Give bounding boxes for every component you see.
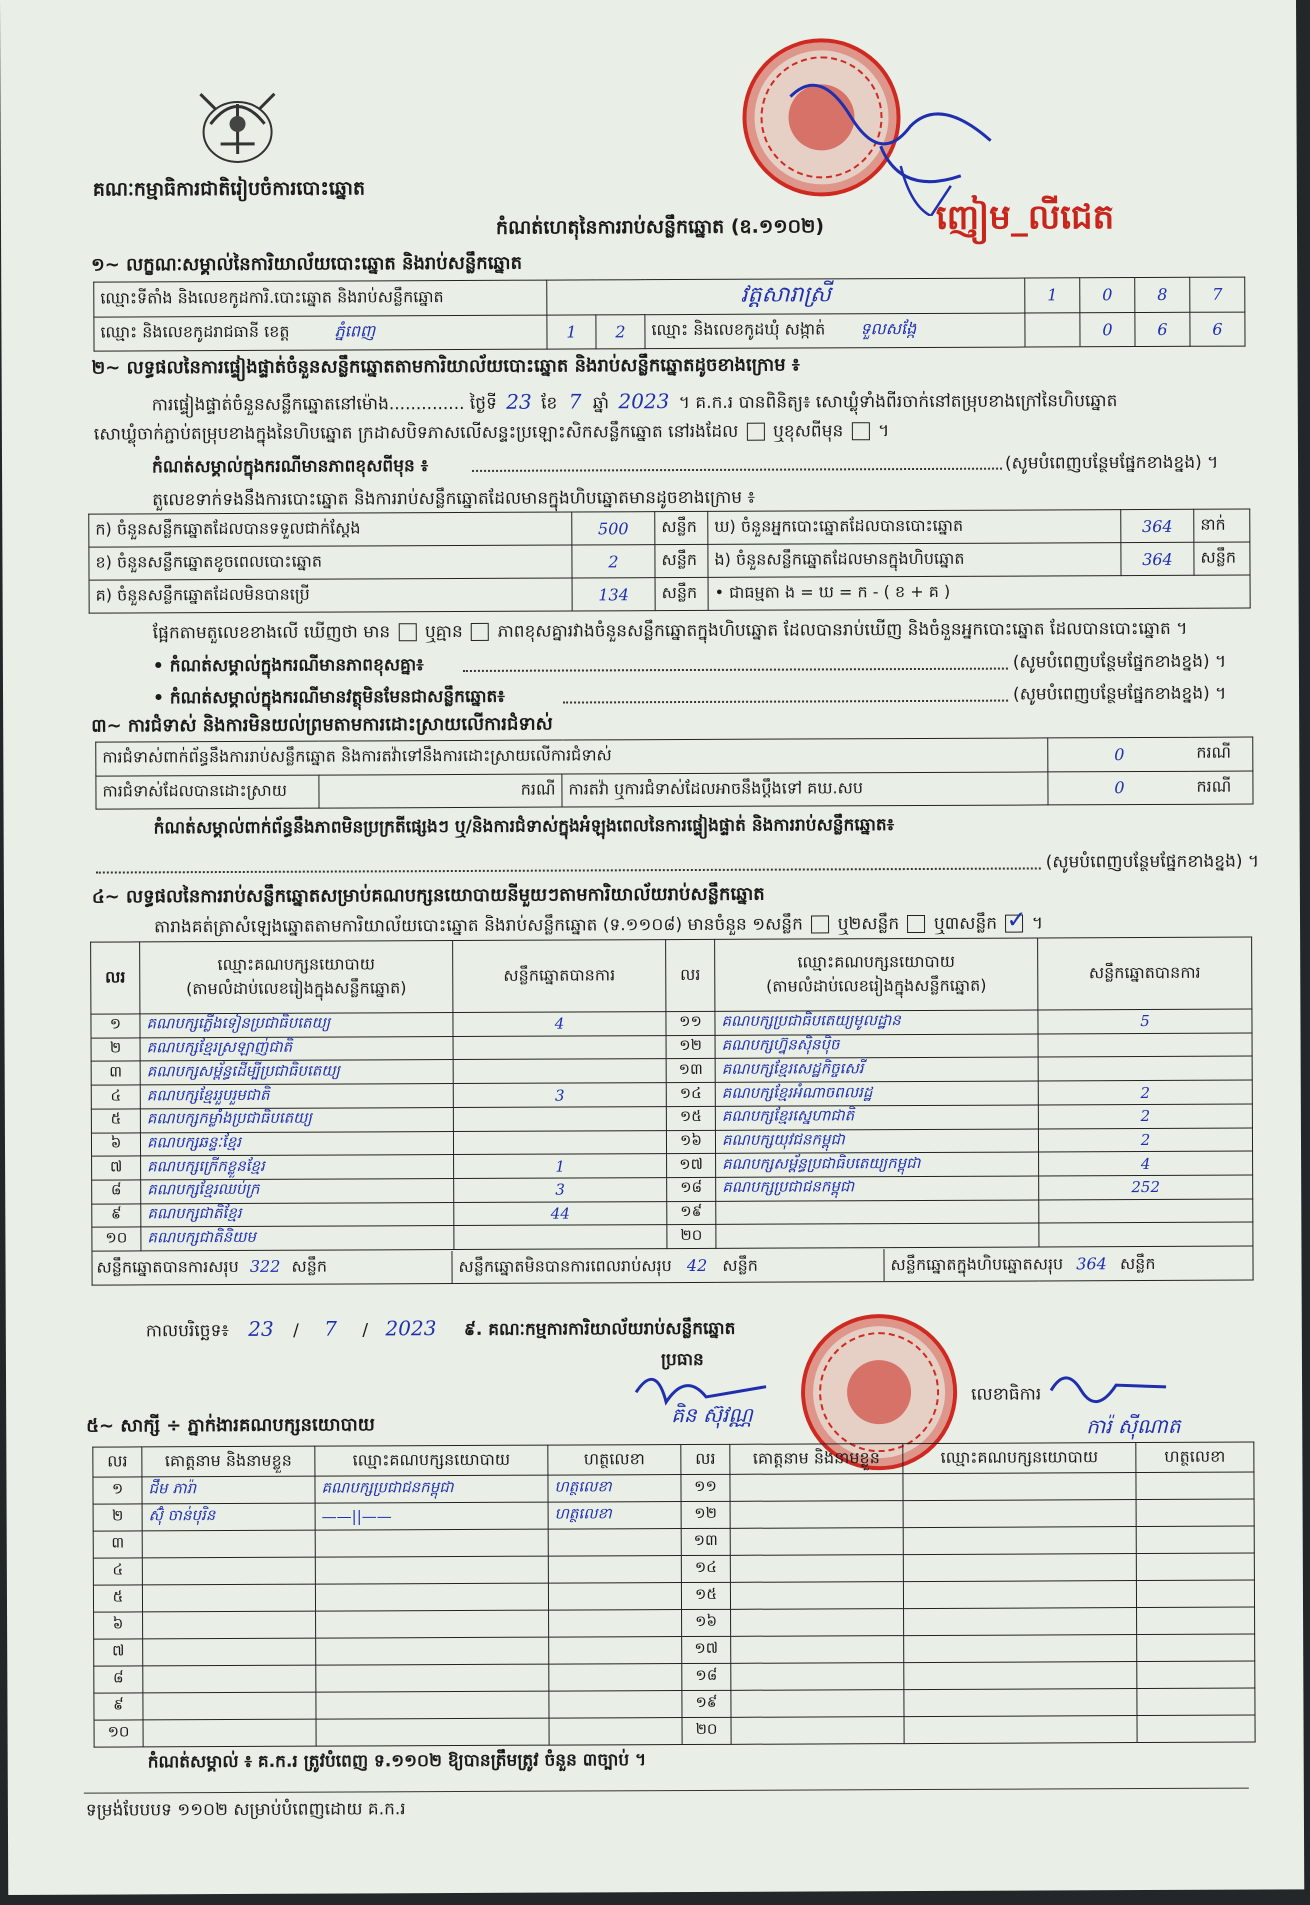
section4-heading: ៤~ លទ្ធផលនៃការរាប់សន្លឹកឆ្នោតសម្រាប់គណបក្សនយោបាយនីមួយៗតាមការិយាល័យរាប់សន្លឹកឆ្នោត	[91, 883, 765, 908]
witness-name-left: ស៊ុំ ចាន់បុរិន	[142, 1503, 315, 1531]
results-no-left: ៦	[91, 1132, 140, 1156]
witness-sign-left	[548, 1556, 681, 1584]
witness-no-right: ១២	[681, 1501, 730, 1528]
total-invalid-value: 42	[686, 1255, 708, 1275]
verification-text-b: ។ គ.ក.រ បានពិនិត្យ៖ សោឃ្លុំទាំងពីរចាក់នៅតម្រុបខាងក្រៅនៃហិបឆ្នោត	[678, 391, 1118, 414]
witness-no-right: ១១	[681, 1474, 730, 1501]
results-votes-left	[453, 1059, 666, 1084]
witness-col-no-left: លរ	[93, 1447, 142, 1477]
difference-note-line	[472, 468, 1002, 472]
results-votes-right	[1039, 1222, 1253, 1247]
witness-col-sign-right: ហត្ថលេខា	[1136, 1442, 1254, 1473]
witness-col-party-right: ឈ្មោះគណបក្សនយោបាយ	[903, 1443, 1136, 1474]
total-box-unit: សន្លឹក	[1119, 1253, 1156, 1273]
results-votes-right	[1038, 1033, 1252, 1058]
witness-sign-right[interactable]	[1136, 1553, 1254, 1581]
witness-name-right[interactable]	[730, 1501, 903, 1529]
verification-text: ការផ្ទៀងផ្ទាត់ចំនួនសន្លឹកឆ្នោតនៅម៉ោង.............. ថ្ងៃទី	[151, 393, 497, 416]
witness-sign-left: ហត្ថលេខា	[548, 1475, 681, 1503]
witness-name-right[interactable]	[731, 1636, 904, 1664]
results-party-left: គណបក្សខ្មែរស្រឡាញ់ជាតិ	[140, 1036, 453, 1061]
results-party-right: គណបក្សប្រជាជនកម្ពុជា	[716, 1176, 1039, 1201]
office-code-3: 8	[1135, 277, 1190, 312]
witness-sign-right[interactable]	[1137, 1715, 1255, 1743]
results-no-left: ៩	[92, 1203, 141, 1227]
total-valid-value: 322	[249, 1256, 281, 1276]
party-results-table	[90, 937, 1253, 1286]
form-title: កំណត់ហេតុនៃការរាប់សន្លឹកឆ្នោត (ឧ.១១០២)	[495, 215, 825, 239]
objection-row1-value: 0	[1048, 737, 1191, 771]
results-no-right: ១១	[666, 1011, 715, 1035]
results-party-left: គណបក្សក្រើកខ្លួនខ្មែរ	[141, 1155, 454, 1180]
count-b-unit: សន្លឹក	[655, 544, 708, 577]
results-no-left: ១០	[92, 1227, 141, 1251]
tally-intro-b: ឬ២សន្លឹក	[837, 914, 900, 935]
section1-heading: ១~ លក្ខណៈសម្គាល់នៃការិយាល័យបោះឆ្នោត និងរាប់សន្លឹកឆ្នោត	[91, 252, 523, 276]
witness-no-right: ១៦	[682, 1609, 731, 1636]
results-party-right	[716, 1200, 1039, 1225]
results-no-right: ១៨	[667, 1177, 716, 1201]
witness-party-left	[316, 1718, 549, 1746]
results-no-right: ១៤	[666, 1083, 715, 1107]
witness-party-right[interactable]	[904, 1689, 1137, 1717]
difference-note-tail: (សូមបំពេញបន្ថែមផ្នែកខាងខ្នង) ។	[1004, 452, 1219, 474]
tally-intro: តារាងគត់ត្រាសំឡេងឆ្នោតតាមការិយាល័យបោះឆ្នោត និងរាប់សន្លឹកឆ្នោត (ទ.១១០៨) មានចំនួន ១សន្លឹក	[154, 914, 803, 938]
count-b-label: ខ) ចំនួនសន្លឹកឆ្នោតខូចពេលបោះឆ្នោត	[89, 545, 572, 580]
witness-col-name-right: គោត្តនាម និងនាមខ្លួន	[730, 1444, 903, 1475]
count-e-unit: សន្លឹក	[1194, 542, 1250, 575]
province-value: ភ្នំពេញ	[334, 321, 376, 341]
total-valid-unit: សន្លឹក	[291, 1256, 328, 1276]
results-col-no-right: លរ	[666, 939, 715, 1011]
witness-sign-right[interactable]	[1136, 1580, 1254, 1608]
two-sheet-checkbox[interactable]	[907, 915, 925, 933]
witness-sign-left	[549, 1718, 682, 1746]
witness-party-right[interactable]	[903, 1581, 1136, 1609]
bullet-difference-line	[463, 668, 1008, 672]
results-votes-left: 3	[454, 1178, 667, 1203]
witness-name-left	[142, 1557, 315, 1585]
objections-table	[95, 737, 1253, 810]
results-no-right: ១៩	[667, 1201, 716, 1225]
witness-no-left: ៦	[94, 1612, 143, 1639]
counting-committee: ៩. គណៈកម្មការការិយាល័យរាប់សន្លឹកឆ្នោត	[463, 1318, 736, 1340]
witness-party-right[interactable]	[903, 1473, 1136, 1501]
witness-no-right: ១៥	[681, 1582, 730, 1609]
results-party-right: គណបក្សខ្មែរស្នេហាជាតិ	[715, 1105, 1038, 1130]
witness-name-right[interactable]	[730, 1528, 903, 1556]
total-valid-label: សន្លឹកឆ្នោតបានការសរុប	[96, 1256, 239, 1277]
witness-name-left	[143, 1611, 316, 1639]
results-party-left: គណបក្សសម្ព័ន្ធដើម្បីប្រជាធិបតេយ្យ	[140, 1060, 453, 1085]
objection-row2-value: 0	[1048, 771, 1191, 805]
results-no-right: ១៣	[666, 1059, 715, 1083]
tally-sheet-line: តារាងគត់ត្រាសំឡេងឆ្នោតតាមការិយាល័យបោះឆ្នោត និងរាប់សន្លឹកឆ្នោត (ទ.១១០៨) មានចំនួន ១សន្លឹក ឬ២សន្លឹក ឬ៣សន្លឹក ✓ ។	[154, 905, 1044, 938]
irregularity-line	[96, 867, 1041, 873]
witness-name-left	[142, 1530, 315, 1558]
chair-label: ប្រធាន	[660, 1349, 704, 1371]
witness-no-left: ៥	[93, 1585, 142, 1612]
witness-col-name-left: គោត្តនាម និងនាមខ្លួន	[142, 1446, 315, 1477]
office-label: ឈ្មោះទីតាំង និងលេខកូដការិ.បោះឆ្នោត និងរាប់សន្លឹកឆ្នោត	[94, 280, 547, 316]
witness-party-left	[315, 1583, 548, 1611]
checkmark-icon: ✓	[1006, 905, 1027, 934]
witness-name-left: ជឹម ភារ៉ា	[142, 1476, 315, 1504]
witness-no-left: ២	[93, 1504, 142, 1531]
results-party-left: គណបក្សភ្លើងទៀនប្រជាធិបតេយ្យ	[140, 1013, 453, 1038]
witness-party-right[interactable]	[903, 1527, 1136, 1555]
results-col-votes-left: សន្លឹកឆ្នោតបានការ	[453, 940, 666, 1013]
witness-sign-right[interactable]	[1137, 1661, 1255, 1689]
month-label: ខែ	[541, 393, 558, 414]
witness-col-sign-left: ហត្ថលេខា	[548, 1445, 681, 1476]
committee-name: គណៈកម្មាធិការជាតិរៀបចំការបោះឆ្នោត	[92, 177, 366, 201]
results-votes-left: 44	[454, 1201, 667, 1226]
count-d-label: ឃ) ចំនួនអ្នកបោះឆ្នោតដែលបានបោះឆ្នោត	[708, 510, 1121, 545]
witness-no-left: ១	[93, 1477, 142, 1504]
office-code-2: 0	[1080, 278, 1135, 313]
witness-name-right[interactable]	[730, 1555, 903, 1583]
witness-sign-left	[549, 1691, 682, 1719]
results-party-right: គណបក្សប្រជាធិបតេយ្យមូលដ្ឋាន	[715, 1010, 1038, 1035]
witness-no-right: ១៤	[681, 1555, 730, 1582]
results-votes-left	[453, 1035, 666, 1060]
date-label: កាលបរិច្ឆេទ៖	[145, 1321, 229, 1342]
objection-row1-unit: ករណី	[1190, 737, 1253, 771]
results-party-right: គណបក្សសម្ព័ន្ធប្រជាធិបតេយ្យកម្ពុជា	[716, 1152, 1039, 1177]
witness-party-right[interactable]	[903, 1554, 1136, 1582]
witness-name-left	[142, 1584, 315, 1612]
witness-no-left: ៣	[93, 1531, 142, 1558]
count-d-value: 364	[1121, 509, 1194, 542]
results-votes-right: 2	[1038, 1104, 1252, 1129]
results-col-party-right: ឈ្មោះគណបក្សនយោបាយ	[797, 951, 955, 972]
bullet-difference: • កំណត់សម្គាល់ក្នុងករណីមានភាពខុសគ្នា៖	[152, 655, 424, 677]
has-difference-checkbox[interactable]	[399, 623, 417, 641]
commune-code-2: 6	[1135, 312, 1190, 347]
results-col-party-sub-left: (តាមលំដាប់លេខរៀងក្នុងសន្លឹកឆ្នោត)	[186, 977, 407, 998]
results-no-left: ២	[91, 1038, 140, 1062]
secretary-signature-icon	[1046, 1365, 1176, 1406]
seal-text-b: ឬខុសពីមុន	[773, 421, 844, 442]
witness-name-right[interactable]	[731, 1663, 904, 1691]
results-votes-right: 2	[1038, 1128, 1252, 1153]
witness-sign-left: ហត្ថលេខា	[548, 1502, 681, 1530]
count-c-value: 134	[572, 578, 655, 611]
results-no-left: ៥	[91, 1109, 140, 1133]
witness-party-left	[316, 1610, 549, 1638]
results-no-right: ១៥	[666, 1106, 715, 1130]
count-a-unit: សន្លឹក	[655, 511, 708, 544]
bullet-objects-tail: (សូមបំពេញបន្ថែមផ្នែកខាងខ្នង) ។	[1012, 683, 1227, 705]
witness-name-right[interactable]	[731, 1717, 904, 1745]
witness-no-left: ៨	[94, 1666, 143, 1693]
year-label: ឆ្នាំ	[592, 393, 610, 414]
witness-name-right[interactable]	[730, 1582, 903, 1610]
witness-name-left	[143, 1665, 316, 1693]
witness-party-left	[315, 1529, 548, 1557]
signature-name: ញៀម_លីជេត	[935, 197, 1115, 238]
formula-note: • ជាធម្មតា ង = ឃ = ក - ( ខ + គ )	[708, 575, 1250, 610]
three-sheet-checkbox[interactable]	[1005, 905, 1027, 934]
witness-sign-right[interactable]	[1136, 1526, 1254, 1554]
results-col-no-left: លរ	[91, 942, 140, 1014]
seal-text: សោឃ្លុំចាក់ភ្ជាប់តម្រុបខាងក្នុងនៃហិបឆ្នោត ក្រដាសបិទភាសលើសន្ទះប្រឡោះសិកសន្លឹកឆ្នោត នៅរងដែល	[93, 421, 739, 445]
results-votes-left	[454, 1225, 667, 1250]
chair-name: គិន ស៊ុវណ្ណ	[671, 1402, 753, 1428]
witness-sign-left	[549, 1664, 682, 1692]
results-votes-right: 252	[1039, 1175, 1253, 1200]
results-no-left: ១	[91, 1014, 140, 1038]
witness-no-left: ១០	[94, 1720, 143, 1747]
witness-sign-right[interactable]	[1136, 1499, 1254, 1527]
results-no-right: ១៧	[667, 1154, 716, 1178]
irregularity-note: កំណត់សម្គាល់ពាក់ព័ន្ធនឹងភាពមិនប្រក្រតីផ្សេងៗ ឬ/និងការជំទាស់ក្នុងអំឡុងពេលនៃការផ្ទៀងផ្ទាត់ និងការរាប់សន្លឹកឆ្នោត៖	[153, 815, 895, 839]
province-label: ឈ្មោះ និងលេខកូដរាជធានី ខេត្ត	[100, 321, 290, 342]
witness-name-right[interactable]	[731, 1609, 904, 1637]
total-box-label: សន្លឹកឆ្នោតក្នុងហិបឆ្នោតសរុប	[890, 1253, 1064, 1274]
office-info-table	[93, 277, 1245, 352]
witness-party-left: ——||——	[315, 1502, 548, 1530]
objection-row2-label: ការជំទាស់ដែលបានដោះស្រាយ	[96, 775, 319, 809]
discrepancy-text-b: ឬគ្មាន	[424, 621, 463, 643]
date-year: 2023	[385, 1316, 437, 1341]
results-col-votes-right: សន្លឹកឆ្នោតបានការ	[1038, 937, 1252, 1010]
same-checkbox[interactable]	[747, 423, 765, 441]
witness-col-party-left: ឈ្មោះគណបក្សនយោបាយ	[315, 1445, 548, 1476]
witness-party-right[interactable]	[904, 1662, 1137, 1690]
bullet-difference-tail: (សូមបំពេញបន្ថែមផ្នែកខាងខ្នង) ។	[1012, 651, 1227, 673]
no-difference-checkbox[interactable]	[471, 623, 489, 641]
commune-code-1: 0	[1080, 312, 1135, 347]
province-code-1: 1	[547, 314, 596, 349]
footer-note: កំណត់សម្គាល់ ៖ គ.ក.រ ត្រូវបំពេញ ទ.១១០២ ឱ្យបានត្រឹមត្រូវ ចំនួន ៣ច្បាប់ ។	[147, 1750, 647, 1773]
results-votes-left: 1	[454, 1154, 667, 1179]
results-votes-left	[453, 1106, 666, 1131]
results-no-right: ១២	[666, 1035, 715, 1059]
witness-name-left	[143, 1692, 316, 1720]
total-invalid-unit: សន្លឹក	[722, 1255, 758, 1275]
count-e-label: ង) ចំនួនសន្លឹកឆ្នោតដែលមានក្នុងហិបឆ្នោត	[708, 543, 1121, 578]
commune-code-3: 6	[1190, 312, 1245, 347]
witness-no-right: ២០	[682, 1717, 731, 1744]
count-a-label: ក) ចំនួនសន្លឹកឆ្នោតដែលបានទទួលជាក់ស្តែង	[89, 512, 572, 547]
results-votes-right	[1039, 1199, 1253, 1224]
date-line: កាលបរិច្ឆេទ៖ 23 / 7 / 2023 ៩. គណៈកម្មការការិយាល័យរាប់សន្លឹកឆ្នោត	[145, 1316, 736, 1342]
witness-sign-left	[549, 1637, 682, 1665]
footer-divider	[84, 1788, 1249, 1794]
witness-name-right[interactable]	[731, 1690, 904, 1718]
one-sheet-checkbox[interactable]	[811, 915, 829, 933]
results-party-right: គណបក្សយុវជនកម្ពុជា	[715, 1129, 1038, 1154]
date-day: 23	[248, 1316, 274, 1341]
results-votes-right: 2	[1038, 1080, 1252, 1105]
witness-sign-left	[548, 1583, 681, 1611]
results-party-right	[716, 1223, 1039, 1248]
results-no-right: ២០	[667, 1225, 716, 1249]
results-party-right: គណបក្សហ្វ៊ុនស៊ិនប៉ិច	[715, 1034, 1038, 1059]
seal-line: សោឃ្លុំចាក់ភ្ជាប់តម្រុបខាងក្នុងនៃហិបឆ្នោត ក្រដាសបិទភាសលើសន្ទះប្រឡោះសិកសន្លឹកឆ្នោត នៅរងដែល ឬខុសពីមុន ។	[93, 421, 890, 445]
results-votes-left: 4	[453, 1012, 666, 1037]
objection-row2-mid: ការតវ៉ា ឬការជំទាស់ដែលអាចនឹងប្តឹងទៅ គឃ.សប	[562, 771, 1048, 807]
form-reference: ទម្រង់បែបបទ ១១០២ សម្រាប់បំពេញដោយ គ.ក.រ	[85, 1799, 406, 1821]
results-party-left: គណបក្សជាតិខ្មែរ	[141, 1202, 454, 1227]
year-value: 2023	[618, 389, 670, 414]
objection-row1-label: ការជំទាស់ពាក់ព័ន្ធនឹងការរាប់សន្លឹកឆ្នោត និងការតវ៉ាទៅនឹងការដោះស្រាយលើការជំទាស់	[96, 738, 1048, 776]
witness-no-left: ៧	[94, 1639, 143, 1666]
witness-sign-right[interactable]	[1137, 1607, 1255, 1635]
count-d-unit: នាក់	[1194, 509, 1250, 542]
witness-sign-right[interactable]	[1137, 1688, 1255, 1716]
office-value: វត្តសារាស្រី	[740, 282, 832, 308]
count-e-value: 364	[1121, 542, 1194, 575]
witness-name-left	[143, 1719, 316, 1747]
difference-note-label: កំណត់សម្គាល់ក្នុងករណីមានភាពខុសពីមុន ៖	[151, 456, 429, 478]
witness-col-no-right: លរ	[681, 1444, 730, 1474]
ballot-counts-table	[88, 509, 1250, 614]
witness-party-left	[316, 1664, 549, 1692]
count-a-value: 500	[572, 512, 655, 545]
results-party-left: គណបក្សកម្លាំងប្រជាធិបតេយ្យ	[140, 1107, 453, 1132]
results-party-right: គណបក្សខ្មែរសេដ្ឋកិច្ចសេរី	[715, 1057, 1038, 1082]
section3-heading: ៣~ ការជំទាស់ និងការមិនយល់ព្រមតាមការដោះស្រាយលើការជំទាស់	[91, 713, 553, 737]
results-party-left: គណបក្សឆន្ទៈខ្មែរ	[140, 1131, 453, 1156]
irregularity-tail: (សូមបំពេញបន្ថែមផ្នែកខាងខ្នង) ។	[1045, 851, 1260, 873]
results-votes-right	[1038, 1057, 1252, 1082]
witness-party-right[interactable]	[904, 1608, 1137, 1636]
results-no-left: ៣	[91, 1061, 140, 1085]
results-party-left: គណបក្សជាតិនិយម	[141, 1226, 454, 1251]
date-month: 7	[324, 1316, 338, 1341]
witness-no-right: ១៩	[682, 1690, 731, 1717]
results-no-left: ៧	[92, 1156, 141, 1180]
results-votes-left	[453, 1130, 666, 1155]
results-no-left: ៨	[92, 1180, 141, 1204]
witness-party-right[interactable]	[904, 1716, 1137, 1744]
objection-row2-unit: ករណី	[319, 774, 562, 809]
signature-top-icon	[760, 56, 1021, 217]
witness-no-left: ៩	[94, 1693, 143, 1720]
month-value: 7	[568, 389, 582, 414]
total-invalid-label: សន្លឹកឆ្នោតមិនបានការពេលរាប់សរុប	[458, 1255, 672, 1276]
witness-no-right: ១៨	[682, 1663, 731, 1690]
witness-no-right: ១៧	[682, 1636, 731, 1663]
office-code-4: 7	[1190, 277, 1245, 312]
witness-party-right[interactable]	[904, 1635, 1137, 1663]
province-code-2: 2	[596, 314, 645, 349]
section2-heading: ២~ លទ្ធផលនៃការផ្ទៀងផ្ទាត់ចំនួនសន្លឹកឆ្នោតតាមការិយាល័យបោះឆ្នោត និងរាប់សន្លឹកឆ្នោតដូចខាងក្រោម ៖	[91, 354, 800, 379]
witness-no-left: ៤	[93, 1558, 142, 1585]
results-votes-right: 5	[1038, 1009, 1252, 1034]
secretary-label: លេខាធិការ	[971, 1384, 1042, 1405]
results-party-right: គណបក្សខ្មែរអំណាចពលរដ្ឋ	[715, 1081, 1038, 1106]
witness-party-left	[316, 1691, 549, 1719]
discrepancy-text-c: ភាពខុសគ្នារវាងចំនួនសន្លឹកឆ្នោតក្នុងហិបឆ្នោត ដែលបានរាប់ឃើញ និងចំនួនអ្នកបោះឆ្នោត ដែលបានបោះឆ្នោត ។	[497, 618, 1188, 642]
results-votes-right: 4	[1039, 1151, 1253, 1176]
results-party-left: គណបក្សខ្មែររួបរួមជាតិ	[140, 1084, 453, 1109]
count-c-label: គ) ចំនួនសន្លឹកឆ្នោតដែលមិនបានប្រើ	[89, 578, 572, 613]
witness-body	[93, 1472, 1255, 1747]
results-body	[91, 1009, 1253, 1251]
discrepancy-text: ផ្អែកតាមតួលេខខាងលើ ឃើញថា មាន	[152, 622, 391, 644]
discrepancy-line	[153, 618, 1188, 648]
results-no-right: ១៦	[666, 1130, 715, 1154]
witness-party-right[interactable]	[903, 1500, 1136, 1528]
bullet-objects: • កំណត់សម្គាល់ក្នុងករណីមានវត្ថុមិនមែនជាសន្លឹកឆ្នោត៖	[153, 686, 505, 709]
witness-no-right: ១៣	[681, 1528, 730, 1555]
results-col-party-sub-right: (តាមលំដាប់លេខរៀងក្នុងសន្លឹកឆ្នោត)	[766, 975, 987, 996]
witness-sign-left	[548, 1529, 681, 1557]
count-c-unit: សន្លឹក	[655, 577, 708, 610]
witness-party-left	[315, 1556, 548, 1584]
commune-label: ឈ្មោះ និងលេខកូដឃុំ សង្កាត់	[651, 319, 826, 340]
bullet-objects-line	[563, 700, 1008, 704]
witness-sign-right[interactable]	[1136, 1472, 1254, 1500]
witness-name-right[interactable]	[730, 1474, 903, 1502]
results-votes-left: 3	[453, 1083, 666, 1108]
commune-value: ទួលសង្កែ	[860, 319, 917, 339]
count-b-value: 2	[572, 545, 655, 578]
witness-row	[94, 1715, 1255, 1747]
total-box-value: 364	[1076, 1253, 1107, 1273]
day-value: 23	[506, 389, 532, 414]
witness-table	[92, 1442, 1255, 1748]
results-party-left: គណបក្សខ្មែរឈប់ក្រ	[141, 1178, 454, 1203]
witness-name-left	[143, 1638, 316, 1666]
verification-line	[152, 387, 1118, 419]
office-code-1: 1	[1025, 278, 1080, 313]
objection-row2-unit-b: ករណី	[1190, 771, 1253, 805]
nec-emblem-icon	[190, 84, 285, 169]
counts-intro: តួលេខទាក់ទងនឹងការបោះឆ្នោត និងការរាប់សន្លឹកឆ្នោតដែលមានក្នុងហិបឆ្នោតមានដូចខាងក្រោម ៖	[152, 487, 755, 511]
results-no-left: ៤	[91, 1085, 140, 1109]
witness-sign-left	[549, 1610, 682, 1638]
secretary-name: ការ៉ សុីណាត	[1086, 1413, 1181, 1439]
tally-intro-c: ឬ៣សន្លឹក	[933, 913, 998, 934]
results-col-party-left: ឈ្មោះគណបក្សនយោបាយ	[217, 953, 375, 974]
section5-heading: ៥~ សាក្សី ÷ ភ្នាក់ងារគណបក្សនយោបាយ	[86, 1414, 375, 1437]
different-checkbox[interactable]	[852, 422, 870, 440]
witness-sign-right[interactable]	[1137, 1634, 1255, 1662]
witness-party-left	[316, 1637, 549, 1665]
witness-party-left: គណបក្សប្រជាជនកម្ពុជា	[315, 1475, 548, 1503]
